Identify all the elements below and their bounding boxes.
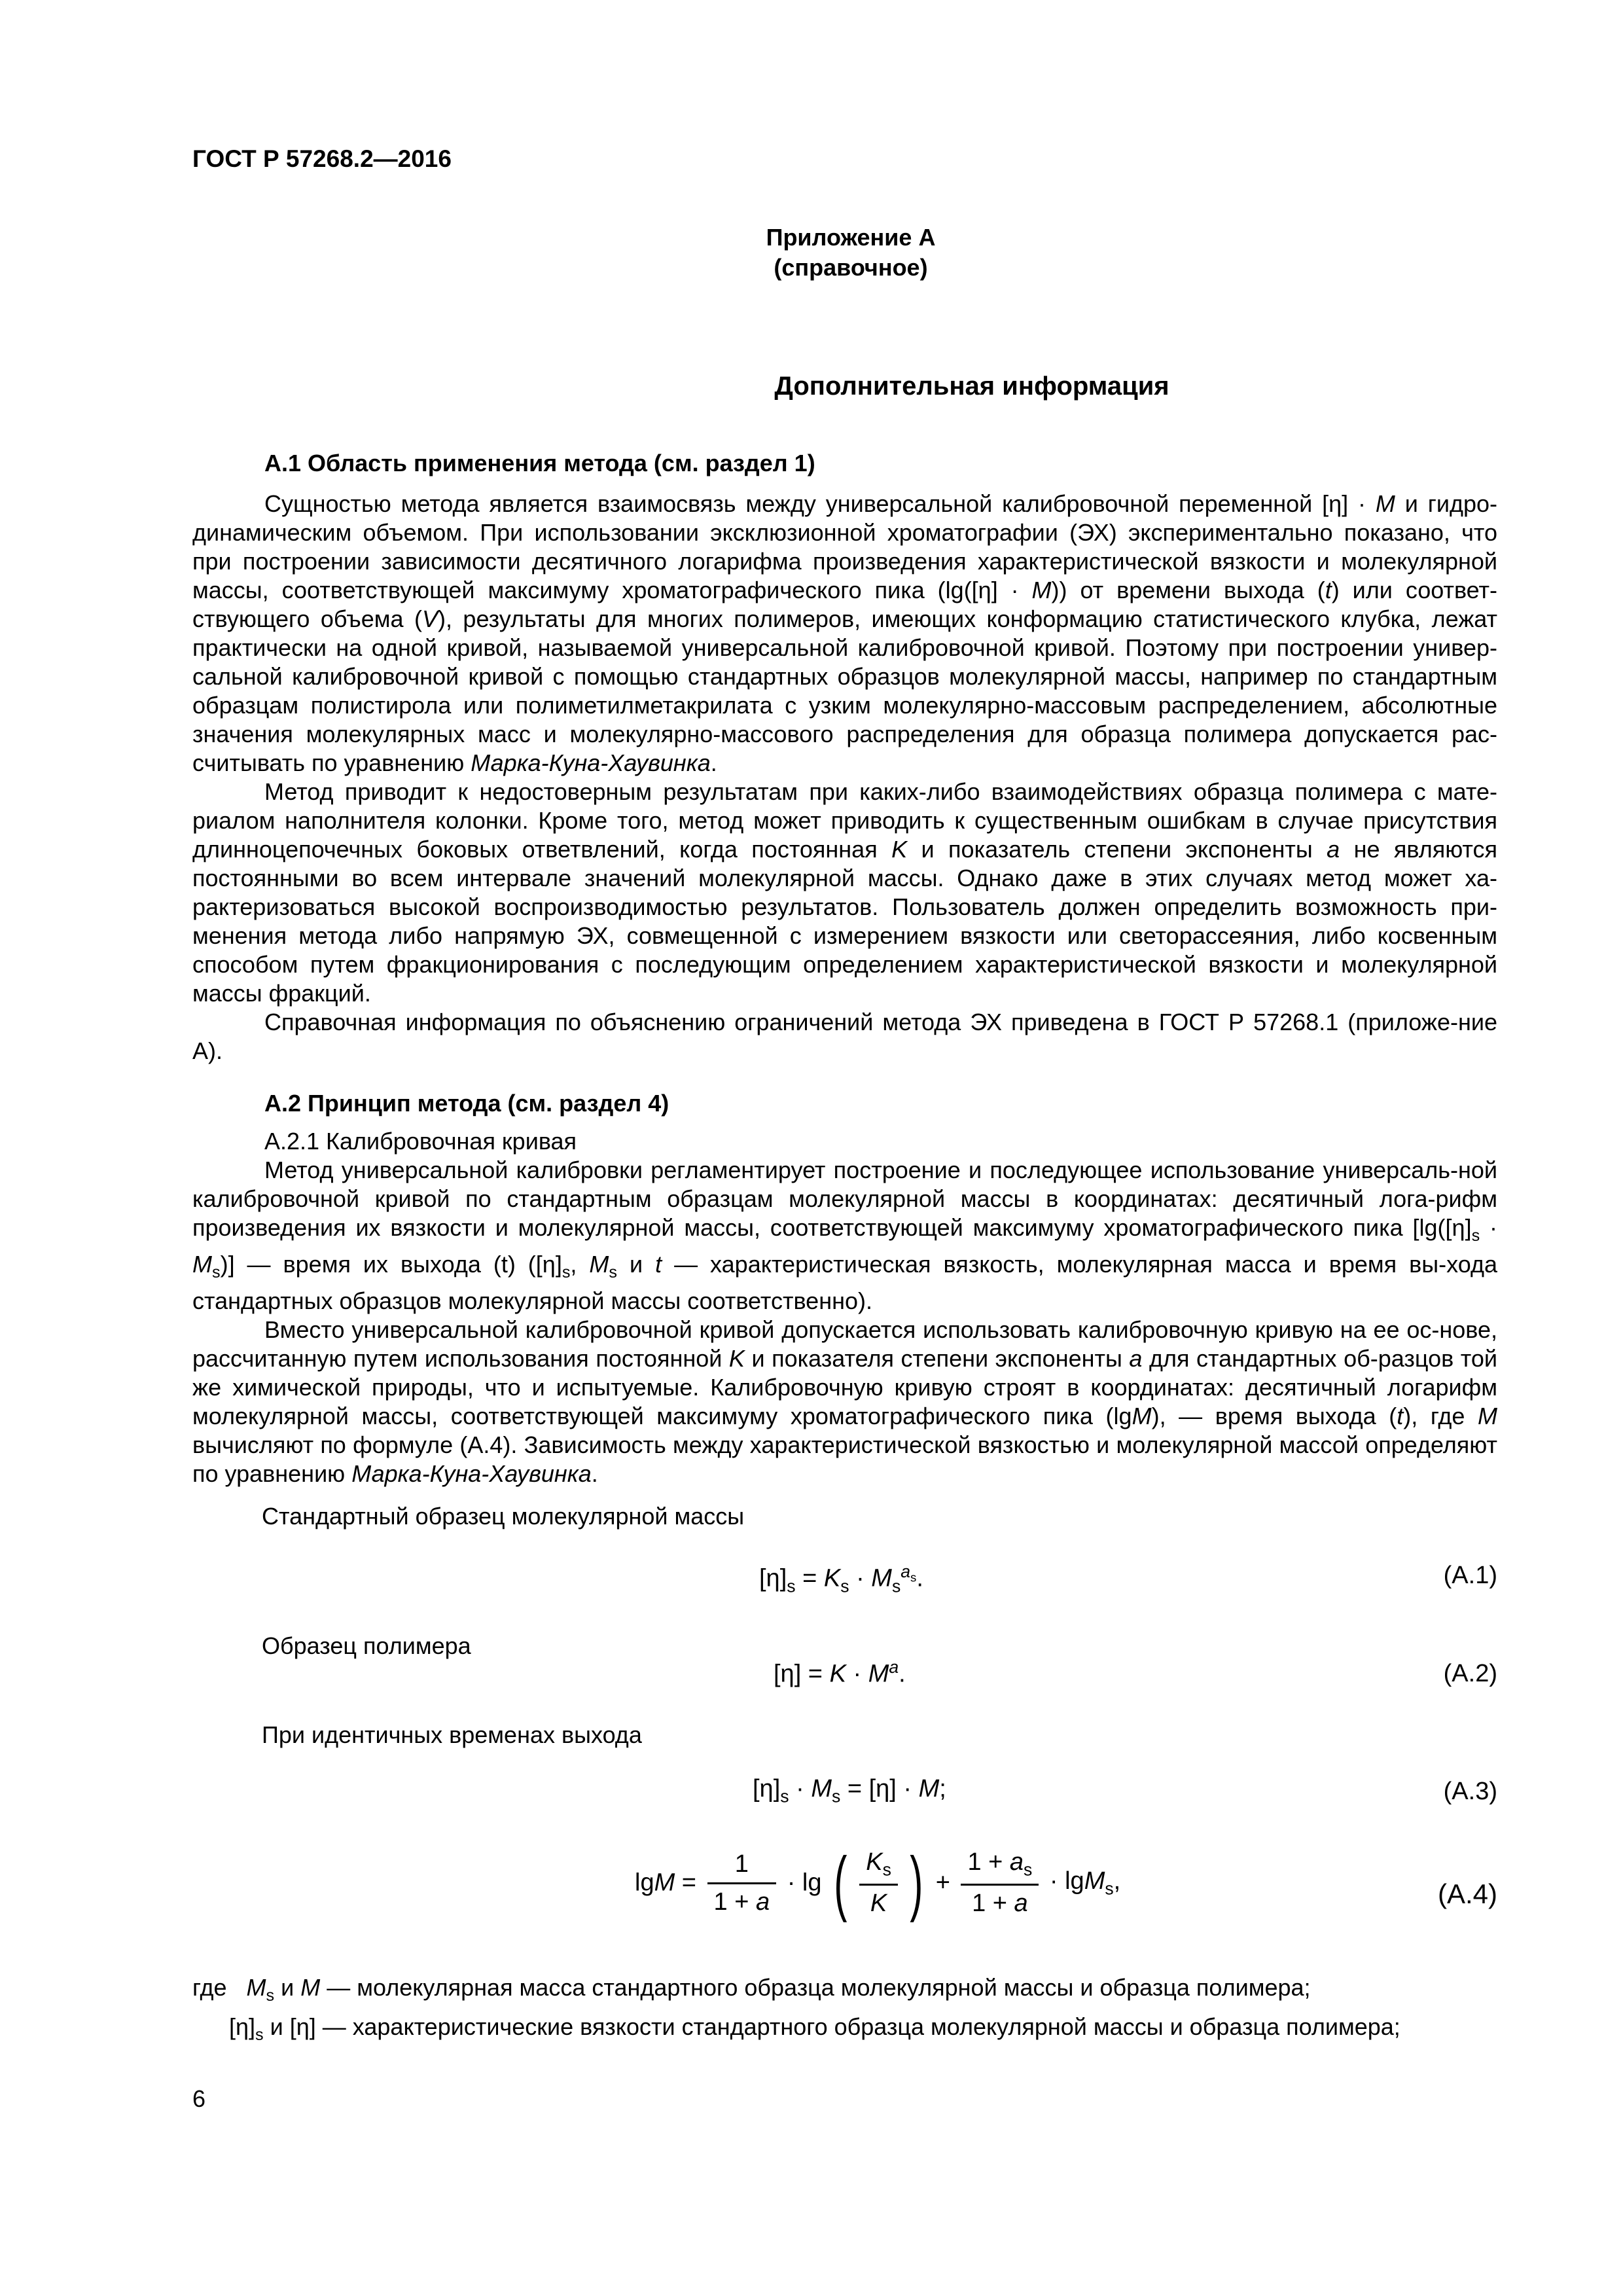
a1-paragraph-2: Метод приводит к недостоверным результатам при каких-либо взаимодействиях образца полимера с мате-риалом наполнителя колонки. Кроме того, метод может приводить к существенным ошибкам в случае присутствия длинноцепочечных боковых ответвлений, когда постоянная K и показатель степени экспоненты a не являются постоянными во всем интервале значений молекулярной массы. Однако даже в этих случаях метод может ха-рактеризоваться высокой воспроизводимостью результатов. Пользователь должен определить возможность при-менения метода либо напрямую ЭХ, совмещенной с измерением вязкости или светорассеяния, либо косвенным способом путем фракционирования с последующим определением характеристической вязкости и молекулярной массы фракций. [192,778,1497,1007]
formula-a3-number: (А.3) [1443,1778,1497,1805]
a2-heading: А.2 Принцип метода (см. раздел 4) [264,1090,669,1117]
formula-a4: lgM = $\frac{1}{1 + a}$ · lg ( $\frac{K_s}{K}$ ) + $\frac{1 + a_s}{1 + a}$ · lgM$_s$, [635,1842,1121,1923]
fraction-ks-over-k: $\frac{K_s}{K}$ [859,1848,898,1918]
formula-label-standard: Стандартный образец молекулярной массы [262,1503,745,1530]
fraction-1-over-1-plus-a: $\frac{1}{1 + a}$ [707,1850,777,1916]
section-a2 [192,1089,1497,1488]
formula-a2-number: (А.2) [1443,1660,1497,1687]
a1-paragraph-1: Сущностью метода является взаимосвязь между универсальной калибровочной переменной [η] · M и гидро-динамическим объемом. При использовании эксклюзионной хроматографии (ЭХ) экспериментально показано, что при построении зависимости десятичного логарифма произведения характеристической вязкости и молекулярной массы, соответствующей максимуму хроматографического пика (lg([η] · M)) от времени выхода (t) или соответ-ствующего объема (V), результаты для многих полимеров, имеющих конформацию статистического клубка, лежат практически на одной кривой, называемой универсальной калибровочной кривой. Поэтому при построении универ-сальной калибровочной кривой с помощью стандартных образцов молекулярной массы, например по стандартным образцам полистирола или полиметилметакрилата с узким молекулярно-массовым распределением, абсолютные значения молекулярных масс и молекулярно-массового распределения для образца полимера допускается рас-считывать по уравнению Марка-Куна-Хаувинка. [192,490,1498,776]
annex-title-line2: (справочное) [774,254,928,281]
annex-title [654,223,1047,283]
page-number: 6 [192,2085,206,2112]
right-paren: ) [910,1842,923,1923]
definition-row-mass: где $M_s$ и M — молекулярная масса стандартного образца молекулярной массы и образца полимера; [192,1974,1311,2005]
formula-a2: $[\eta] = K \cdot M^a$. [774,1657,906,1688]
document-code: ГОСТ Р 57268.2—2016 [192,145,452,172]
formula-a4-number: (А.4) [1437,1878,1497,1909]
a1-heading: А.1 Область применения метода (см. раздел 1) [264,450,815,476]
a2-paragraph-1: Метод универсальной калибровки регламентирует построение и последующее использование универсаль-ной калибровочной кривой по стандартным образцам молекулярной массы в координатах: десятичный лога-рифм произведения их вязкости и молекулярной массы, соответствующей максимуму хроматографического пика $[\lg([\eta]_s \cdot M_s)]$ — время их выхода (t) ($[\eta]_s$, $M_s$ и t — характеристическая вязкость, молекулярная масса и время вы-хода стандартных образцов молекулярной массы соответственно). [192,1157,1497,1315]
left-paren: ( [834,1842,847,1923]
a2-subheading: А.2.1 Калибровочная кривая [264,1128,577,1155]
formula-label-polymer: Образец полимера [262,1632,471,1659]
a2-paragraph-2: Вместо универсальной калибровочной кривой допускается использовать калибровочную кривую на ее ос-нове, рассчитанную путем использования постоянной K и показателя степени экспоненты a для стандартных об-разцов той же химической природы, что и испытуемые. Калибровочную кривую строят в координатах: десятичный логарифм молекулярной массы, соответствующей максимуму хроматографического пика (lgM), — время выхода (t), где M вычисляют по формуле (А.4). Зависимость между характеристической вязкостью и молекулярной массой определяют по уравнению Марка-Куна-Хаувинка. [192,1316,1497,1488]
annex-title-line1: Приложение А [766,224,936,251]
formula-label-identical-times: При идентичных временах выхода [262,1721,642,1748]
a1-paragraph-3: Справочная информация по объяснению ограничений метода ЭХ приведена в ГОСТ Р 57268.1 (приложе-ние А). [192,1009,1497,1064]
definition-row-viscosity: $[\eta]_s$ и [η] — характеристические вязкости стандартного образца молекулярной массы и образца полимера; [229,2013,1400,2045]
formula-a3: $[\eta]_s \cdot M_s = [\eta] \cdot M$; [753,1775,946,1806]
section-title: Дополнительная информация [774,372,1169,401]
section-a1 [192,449,1497,1066]
formula-a1-number: (А.1) [1443,1562,1497,1589]
formula-a1: $[\eta]_s = K_s \cdot M_s^{a_s}$. [759,1562,923,1596]
fraction-1-plus-as-over-1-plus-a: $\frac{1 + a_s}{1 + a}$ [961,1848,1039,1918]
